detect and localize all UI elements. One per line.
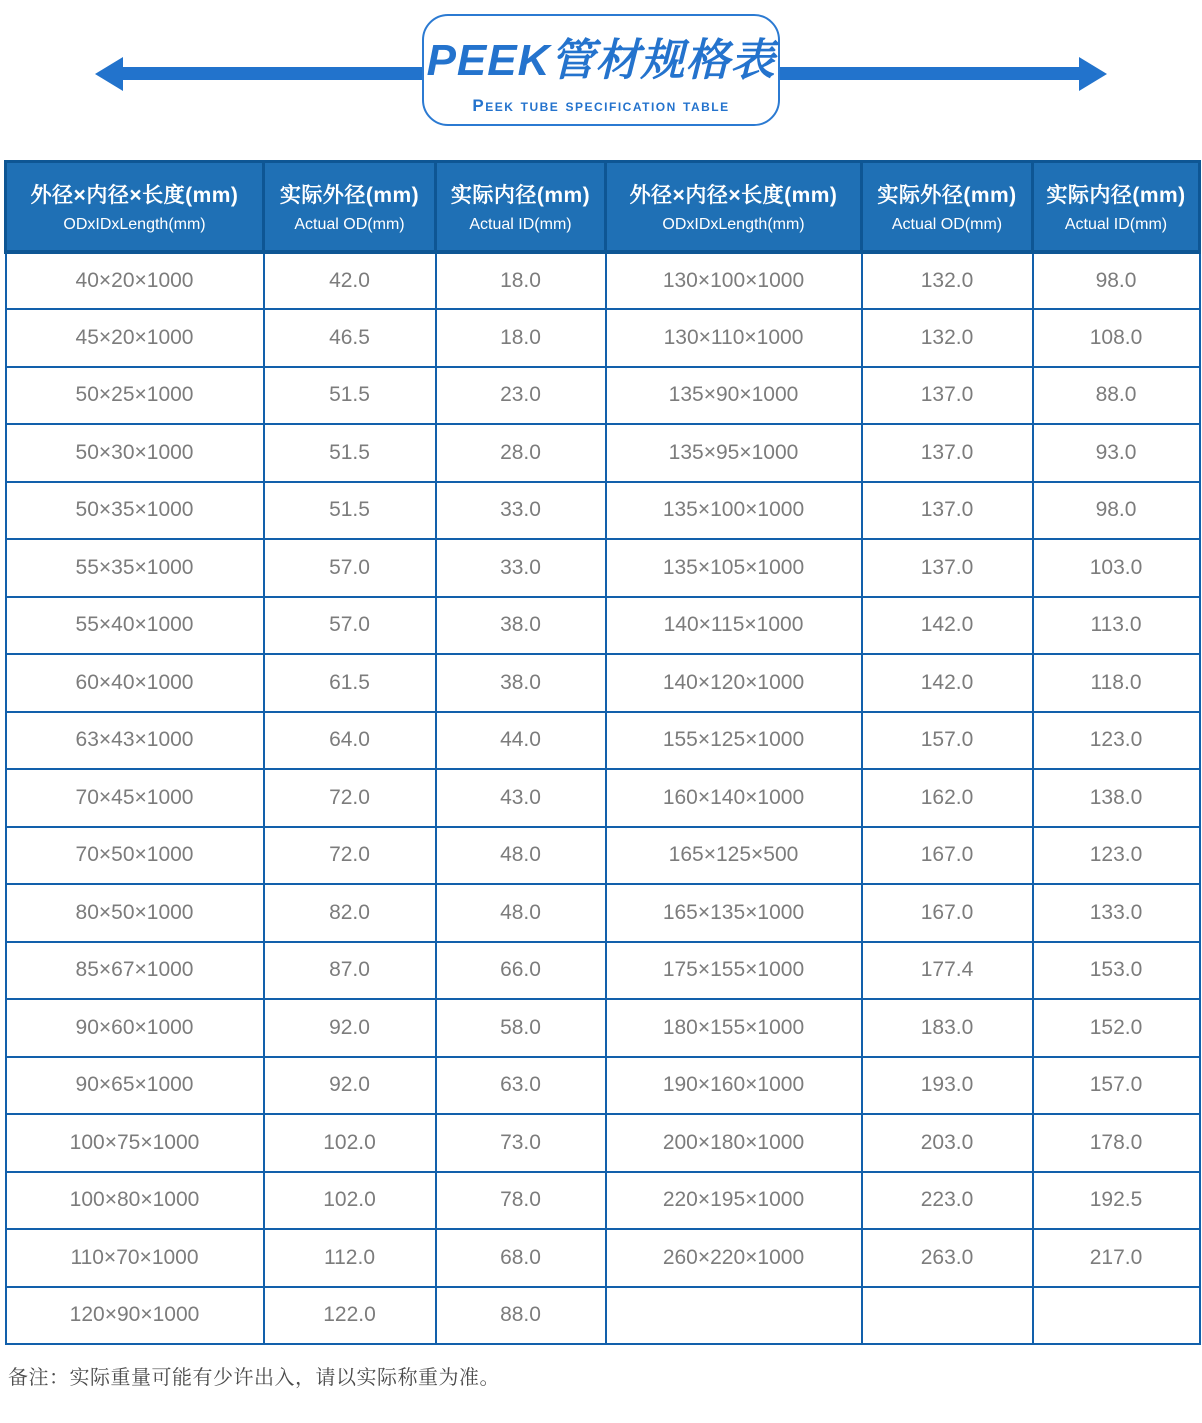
table-cell: 23.0 [436,367,606,425]
table-cell: 155×125×1000 [606,712,862,770]
table-cell: 102.0 [264,1172,436,1230]
table-cell: 33.0 [436,539,606,597]
spec-table-header [6,162,1200,252]
title-banner [0,0,1202,160]
table-cell: 28.0 [436,424,606,482]
table-row [6,309,1200,367]
table-cell: 135×100×1000 [606,482,862,540]
od-col-header-left [264,162,436,252]
od-col-label-zh: 实际外径(mm) [279,183,420,207]
table-cell: 165×135×1000 [606,884,862,942]
table-cell: 72.0 [264,827,436,885]
table-cell: 137.0 [862,482,1033,540]
table-cell: 123.0 [1033,712,1200,770]
table-cell: 192.5 [1033,1172,1200,1230]
table-cell: 43.0 [436,769,606,827]
left-arrow-icon [122,67,424,80]
table-cell: 51.5 [264,482,436,540]
spec-col-header-right [606,162,862,252]
table-cell: 48.0 [436,827,606,885]
od-col-label-zh: 实际外径(mm) [877,183,1017,207]
table-cell: 260×220×1000 [606,1229,862,1287]
table-cell: 92.0 [264,1057,436,1115]
table-cell: 137.0 [862,424,1033,482]
footer-note: 备注：实际重量可能有少许出入，请以实际称重为准。 [8,1367,500,1389]
table-cell [862,1287,1033,1345]
table-cell: 223.0 [862,1172,1033,1230]
table-cell: 162.0 [862,769,1033,827]
table-cell: 55×35×1000 [6,539,264,597]
table-cell: 90×65×1000 [6,1057,264,1115]
table-cell: 44.0 [436,712,606,770]
table-cell: 135×105×1000 [606,539,862,597]
id-col-header-left [436,162,606,252]
table-cell: 50×35×1000 [6,482,264,540]
table-row [6,1287,1200,1345]
table-cell: 50×25×1000 [6,367,264,425]
table-cell: 122.0 [264,1287,436,1345]
table-cell: 142.0 [862,597,1033,655]
table-cell: 98.0 [1033,482,1200,540]
table-cell: 217.0 [1033,1229,1200,1287]
table-cell: 165×125×500 [606,827,862,885]
table-row [6,712,1200,770]
table-cell: 42.0 [264,252,436,310]
table-cell: 87.0 [264,942,436,1000]
table-cell: 137.0 [862,539,1033,597]
table-cell: 55×40×1000 [6,597,264,655]
table-cell: 66.0 [436,942,606,1000]
table-cell: 263.0 [862,1229,1033,1287]
table-cell: 132.0 [862,252,1033,310]
id-col-header-right [1033,162,1200,252]
table-cell: 203.0 [862,1114,1033,1172]
od-col-header-right [862,162,1033,252]
table-cell: 100×75×1000 [6,1114,264,1172]
table-cell: 138.0 [1033,769,1200,827]
table-cell: 61.5 [264,654,436,712]
table-row [6,597,1200,655]
table-cell: 88.0 [1033,367,1200,425]
table-cell: 108.0 [1033,309,1200,367]
table-cell: 73.0 [436,1114,606,1172]
page-title: PEEK管材规格表 [426,36,776,85]
table-cell: 110×70×1000 [6,1229,264,1287]
table-row [6,769,1200,827]
table-cell: 68.0 [436,1229,606,1287]
table-cell: 82.0 [264,884,436,942]
table-cell: 64.0 [264,712,436,770]
table-cell: 33.0 [436,482,606,540]
table-cell: 112.0 [264,1229,436,1287]
header-row [6,162,1200,252]
table-cell: 157.0 [1033,1057,1200,1115]
table-cell: 51.5 [264,424,436,482]
table-row [6,539,1200,597]
table-cell: 38.0 [436,597,606,655]
table-cell [606,1287,862,1345]
table-cell: 72.0 [264,769,436,827]
table-cell: 178.0 [1033,1114,1200,1172]
od-col-label-en: Actual OD(mm) [294,215,405,233]
table-cell: 135×90×1000 [606,367,862,425]
table-cell: 88.0 [436,1287,606,1345]
table-cell: 70×50×1000 [6,827,264,885]
table-cell: 140×120×1000 [606,654,862,712]
spec-col-label-zh: 外径×内径×长度(mm) [30,183,239,207]
table-row [6,942,1200,1000]
spec-col-label-en: ODxIDxLength(mm) [662,215,805,233]
page-subtitle: Peek tube specification table [472,96,730,115]
table-row [6,999,1200,1057]
table-cell: 118.0 [1033,654,1200,712]
spec-col-header-left [6,162,264,252]
table-cell: 18.0 [436,252,606,310]
id-col-label-en: Actual ID(mm) [1064,215,1168,233]
table-row [6,827,1200,885]
table-cell: 167.0 [862,884,1033,942]
table-row [6,884,1200,942]
id-col-label-zh: 实际内径(mm) [450,183,591,207]
table-cell: 113.0 [1033,597,1200,655]
id-col-label-zh: 实际内径(mm) [1046,183,1186,207]
spec-table-body [6,252,1200,1345]
table-cell: 193.0 [862,1057,1033,1115]
table-cell: 58.0 [436,999,606,1057]
table-cell: 175×155×1000 [606,942,862,1000]
table-row [6,252,1200,310]
table-cell: 57.0 [264,539,436,597]
id-col-label-en: Actual ID(mm) [469,215,572,233]
table-row [6,1114,1200,1172]
table-cell: 102.0 [264,1114,436,1172]
table-cell: 220×195×1000 [606,1172,862,1230]
table-cell: 70×45×1000 [6,769,264,827]
table-cell: 80×50×1000 [6,884,264,942]
table-cell: 50×30×1000 [6,424,264,482]
table-cell: 63×43×1000 [6,712,264,770]
table-cell: 100×80×1000 [6,1172,264,1230]
table-cell: 123.0 [1033,827,1200,885]
table-cell: 130×110×1000 [606,309,862,367]
table-cell: 177.4 [862,942,1033,1000]
table-cell: 142.0 [862,654,1033,712]
table-cell: 130×100×1000 [606,252,862,310]
table-cell: 90×60×1000 [6,999,264,1057]
table-cell: 157.0 [862,712,1033,770]
table-row [6,654,1200,712]
table-cell: 57.0 [264,597,436,655]
table-cell: 152.0 [1033,999,1200,1057]
table-cell [1033,1287,1200,1345]
table-cell: 183.0 [862,999,1033,1057]
table-cell: 167.0 [862,827,1033,885]
table-cell: 85×67×1000 [6,942,264,1000]
table-row [6,482,1200,540]
table-cell: 133.0 [1033,884,1200,942]
table-cell: 180×155×1000 [606,999,862,1057]
spec-col-label-en: ODxIDxLength(mm) [63,215,206,233]
spec-col-label-zh: 外径×内径×长度(mm) [629,183,838,207]
table-cell: 160×140×1000 [606,769,862,827]
table-cell: 40×20×1000 [6,252,264,310]
table-cell: 153.0 [1033,942,1200,1000]
table-cell: 137.0 [862,367,1033,425]
table-cell: 45×20×1000 [6,309,264,367]
table-cell: 46.5 [264,309,436,367]
table-cell: 60×40×1000 [6,654,264,712]
table-cell: 135×95×1000 [606,424,862,482]
table-cell: 103.0 [1033,539,1200,597]
table-cell: 132.0 [862,309,1033,367]
table-cell: 92.0 [264,999,436,1057]
table-row [6,1172,1200,1230]
table-row [6,1229,1200,1287]
spec-table [4,160,1201,1345]
table-cell: 98.0 [1033,252,1200,310]
table-row [6,1057,1200,1115]
table-cell: 120×90×1000 [6,1287,264,1345]
table-cell: 18.0 [436,309,606,367]
right-arrow-icon [778,67,1080,80]
table-row [6,367,1200,425]
table-cell: 51.5 [264,367,436,425]
table-cell: 48.0 [436,884,606,942]
table-cell: 38.0 [436,654,606,712]
table-row [6,424,1200,482]
table-cell: 63.0 [436,1057,606,1115]
table-cell: 78.0 [436,1172,606,1230]
table-cell: 200×180×1000 [606,1114,862,1172]
title-box [422,14,780,126]
table-cell: 190×160×1000 [606,1057,862,1115]
table-cell: 93.0 [1033,424,1200,482]
table-cell: 140×115×1000 [606,597,862,655]
od-col-label-en: Actual OD(mm) [891,215,1003,233]
